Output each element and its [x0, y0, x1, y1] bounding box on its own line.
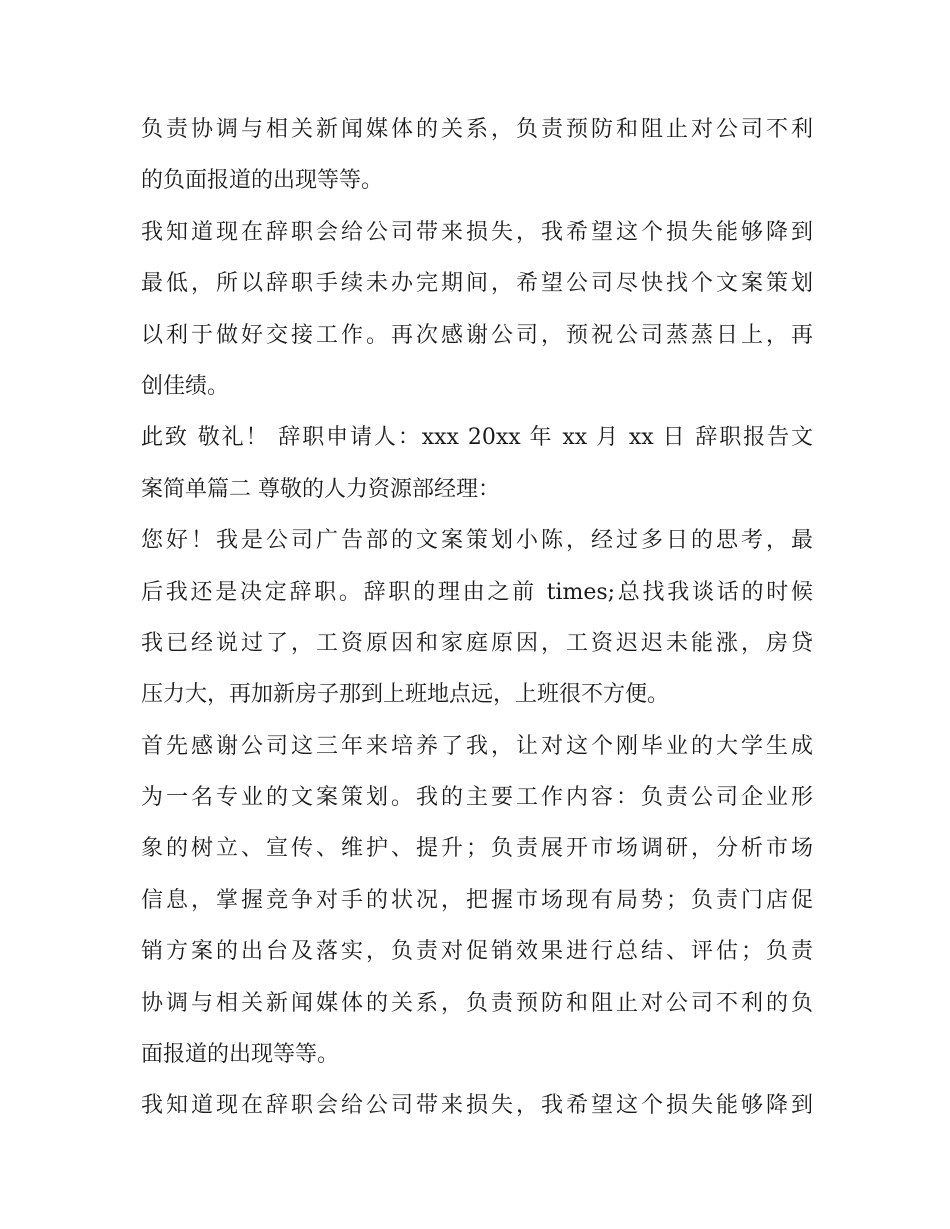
text-line: 最低，所以辞职手续未办完期间，希望公司尽快找个文案策划: [141, 271, 813, 297]
text-line: 销方案的出台及落实，负责对促销效果进行总结、评估；负责: [141, 939, 813, 965]
text-line: 我知道现在辞职会给公司带来损失，我希望这个损失能够降到: [141, 219, 813, 245]
text-line: 协调与相关新闻媒体的关系，负责预防和阻止对公司不利的负: [141, 990, 813, 1016]
document-body: [141, 104, 813, 1132]
text-line: 后我还是决定辞职。辞职的理由之前 times;总找我谈话的时候: [141, 579, 813, 605]
text-line: 压力大，再加新房子那到上班地点远，上班很不方便。: [141, 682, 670, 708]
text-line: 您好！我是公司广告部的文案策划小陈，经过多日的思考，最: [141, 528, 813, 554]
text-line: 负责协调与相关新闻媒体的关系，负责预防和阻止对公司不利: [141, 117, 813, 142]
text-line: 以利于做好交接工作。再次感谢公司，预祝公司蒸蒸日上，再: [141, 322, 813, 348]
text-line: 案简单篇二 尊敬的人力资源部经理：: [141, 476, 500, 502]
text-line: 象的树立、宣传、维护、提升；负责展开市场调研，分析市场: [141, 836, 813, 862]
text-line: 为一名专业的文案策划。我的主要工作内容：负责公司企业形: [141, 785, 813, 811]
text-line: 此致 敬礼！ 辞职申请人：xxx 20xx 年 xx 月 xx 日 辞职报告文: [141, 425, 813, 451]
text-line: 面报道的出现等等。: [141, 1042, 340, 1068]
text-line: 我知道现在辞职会给公司带来损失，我希望这个损失能够降到: [141, 1093, 813, 1119]
text-line: 创佳绩。: [141, 373, 230, 399]
text-line: 首先感谢公司这三年来培养了我，让对这个刚毕业的大学生成: [141, 733, 813, 759]
text-line: 的负面报道的出现等等。: [141, 168, 384, 194]
text-line: 我已经说过了，工资原因和家庭原因，工资迟迟未能涨，房贷: [141, 630, 813, 656]
text-line: 信息，掌握竞争对手的状况，把握市场现有局势；负责门店促: [141, 887, 813, 913]
